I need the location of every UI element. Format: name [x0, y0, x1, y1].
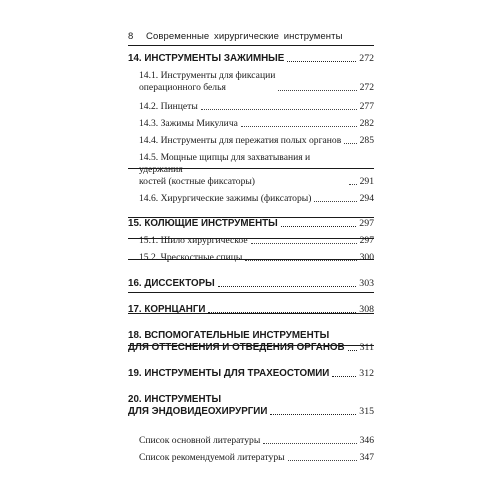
toc-page-number: 347: [359, 452, 374, 463]
dot-leader: [344, 143, 356, 144]
toc-section-14-1[interactable]: [128, 70, 374, 94]
section-divider: [128, 238, 374, 239]
toc-page-number: 346: [359, 435, 374, 446]
toc-chapter-14[interactable]: [128, 53, 374, 65]
toc-section-14-3[interactable]: [128, 118, 374, 130]
toc-section-title: 14.5. Мощные щипцы для захватывания и удержания костей (костные фиксаторы): [139, 152, 311, 187]
toc-section-14-6[interactable]: [128, 193, 374, 205]
toc-chapter-title: 14. ИНСТРУМЕНТЫ ЗАЖИМНЫЕ: [128, 53, 285, 64]
section-divider: [128, 217, 374, 218]
toc-section-15-1[interactable]: [128, 235, 374, 247]
book-title: Современные хирургические инструменты: [146, 31, 343, 42]
toc-bibliography-title: Список рекомендуемой литературы: [139, 452, 285, 463]
toc-section-title: 14.2. Пинцеты: [139, 101, 198, 112]
dot-leader: [314, 201, 356, 202]
toc-section-14-2[interactable]: [128, 101, 374, 113]
toc-page-number: 300: [359, 252, 374, 263]
toc-chapter-20[interactable]: [128, 394, 374, 418]
toc-section-title: 14.6. Хирургические зажимы (фиксаторы): [139, 193, 312, 204]
toc-section-14-4[interactable]: [128, 135, 374, 147]
toc-chapter-title: 17. КОРНЦАНГИ: [128, 304, 206, 315]
toc-section-title: 15.2. Чрескостные спицы: [139, 252, 243, 263]
toc-bibliography-recommended[interactable]: [128, 452, 374, 464]
dot-leader: [349, 184, 357, 185]
toc-chapter-title: 16. ДИССЕКТОРЫ: [128, 278, 215, 289]
toc-section-14-5[interactable]: [128, 152, 374, 188]
page-number: 8: [128, 31, 134, 42]
toc-chapter-title: 18. ВСПОМОГАТЕЛЬНЫЕ ИНСТРУМЕНТЫ ДЛЯ ОТТЕСНЕНИЯ И ОТВЕДЕНИЯ ОРГАНОВ: [128, 330, 345, 353]
toc-chapter-18[interactable]: [128, 330, 374, 354]
toc-page-number: 297: [359, 218, 374, 229]
dot-leader: [218, 286, 357, 287]
toc-bibliography-title: Список основной литературы: [139, 435, 261, 446]
dot-leader: [332, 376, 356, 377]
dot-leader: [288, 460, 357, 461]
toc-page-number: 315: [359, 406, 374, 417]
section-divider: [128, 313, 374, 314]
toc-chapter-title: 19. ИНСТРУМЕНТЫ ДЛЯ ТРАХЕОСТОМИИ: [128, 368, 330, 379]
toc-bibliography-main[interactable]: [128, 435, 374, 447]
toc-page-number: 291: [359, 176, 374, 187]
dot-leader: [278, 90, 356, 91]
toc-section-title: 14.4. Инструменты для пережатия полых органов: [139, 135, 342, 146]
table-of-contents: [128, 51, 374, 464]
toc-chapter-19[interactable]: [128, 368, 374, 380]
toc-page-number: 297: [359, 235, 374, 246]
dot-leader: [287, 61, 356, 62]
toc-page-number: 277: [359, 101, 374, 112]
section-divider: [128, 345, 374, 346]
toc-chapter-17[interactable]: [128, 304, 374, 316]
toc-page-number: 282: [359, 118, 374, 129]
toc-chapter-16[interactable]: [128, 278, 374, 290]
toc-page-number: 308: [359, 304, 374, 315]
toc-page-number: 272: [359, 53, 374, 64]
running-header: [128, 31, 374, 46]
toc-page-number: 272: [359, 82, 374, 93]
dot-leader: [263, 443, 356, 444]
dot-leader: [281, 226, 357, 227]
toc-section-15-2[interactable]: [128, 252, 374, 264]
dot-leader: [270, 414, 356, 415]
toc-page-number: 312: [359, 368, 374, 379]
toc-chapter-title: 15. КОЛЮЩИЕ ИНСТРУМЕНТЫ: [128, 218, 278, 229]
dot-leader: [348, 350, 357, 351]
toc-section-title: 14.1. Инструменты для фиксации операционного белья: [139, 70, 276, 93]
toc-page-number: 303: [359, 278, 374, 289]
toc-page-number: 285: [359, 135, 374, 146]
toc-section-title: 14.3. Зажимы Микулича: [139, 118, 238, 129]
toc-page-number: 294: [359, 193, 374, 204]
dot-leader: [241, 126, 357, 127]
section-divider: [128, 259, 374, 260]
dot-leader: [251, 243, 357, 244]
toc-page-number: 311: [359, 342, 374, 353]
section-divider: [128, 292, 374, 293]
toc-chapter-15[interactable]: [128, 218, 374, 230]
dot-leader: [201, 109, 357, 110]
toc-chapter-title: 20. ИНСТРУМЕНТЫ ДЛЯ ЭНДОВИДЕОХИРУРГИИ: [128, 394, 268, 417]
toc-section-title: 15.1. Шило хирургическое: [139, 235, 248, 246]
dot-leader: [245, 260, 356, 261]
section-divider: [128, 168, 374, 169]
